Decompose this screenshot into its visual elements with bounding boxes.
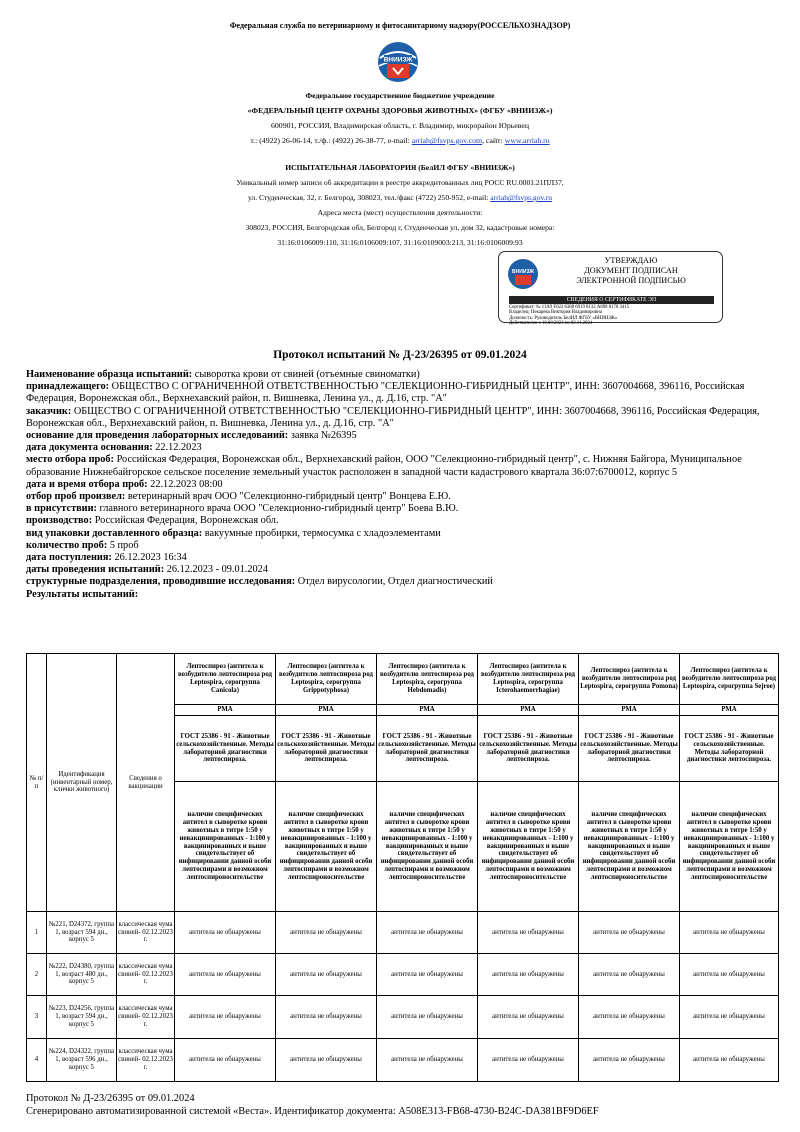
result-cell: антитела не обнаружены <box>579 954 680 996</box>
info-label: дата поступления: <box>26 552 112 564</box>
info-row <box>26 589 776 601</box>
stamp-valid: Действителен с 10.08.2023 по 02.11.2024 <box>509 320 593 326</box>
info-row <box>26 479 776 491</box>
row-num: 3 <box>27 996 47 1039</box>
method-cell: РМА <box>680 705 779 716</box>
lab-cadastral: 31:16:0106009:110, 31:16:0106009:107, 31:16:0109003:213, 31:16:0106009:93 <box>277 238 523 247</box>
info-value: 22.12.2023 08:00 <box>147 478 223 490</box>
info-row <box>26 540 776 552</box>
row-num: 1 <box>27 912 47 954</box>
stamp-signed: ДОКУМЕНТ ПОДПИСАН <box>584 266 678 275</box>
institution-contacts <box>0 133 800 148</box>
info-value: Российская Федерация, Воронежская обл. <box>92 515 279 527</box>
col-header-vaccination: Сведения о вакцинации <box>117 654 175 912</box>
info-row <box>26 503 776 515</box>
info-value: ветеринарный врач ООО "Селекционно-гибридный центр" Вонцева Е.Ю. <box>125 491 451 503</box>
result-cell: антитела не обнаружены <box>478 954 579 996</box>
info-label: вид упаковки доставленного образца: <box>26 527 203 539</box>
info-label: количество проб: <box>26 539 108 551</box>
institution-block <box>0 88 800 148</box>
result-cell: антитела не обнаружены <box>680 1039 779 1082</box>
info-row <box>26 576 776 588</box>
table-row <box>27 912 779 954</box>
standard-cell: ГОСТ 25386 - 91 - Животные сельскохозяйственные. Методы лабораторной диагностики лептоспироза. <box>175 716 276 782</box>
stamp-owner: Владелец: Пекарева Виктория Владимировна <box>509 310 602 316</box>
info-value: сыворотка крови от свиней (отъемные свиноматки) <box>192 369 420 380</box>
info-row <box>26 442 776 454</box>
logo-text: ВНИИЗЖ <box>383 56 413 64</box>
info-label: даты проведения испытаний: <box>26 564 165 576</box>
lab-address-text: ул. Студенческая, 32, г. Белгород, 308023, тел./факс (4722) 250-952, e-mail: <box>247 193 491 202</box>
info-value: Отдел вирусологии, Отдел диагностический <box>295 576 493 588</box>
info-value: Российская Федерация, Воронежская обл., Верхнехавский район, ООО "Селекционно-гибридный центр", с. Нижняя Байгора, Муниципальное образование Нижнебайгорское сельское поселение земельный участок расположен в западной части кадастрового квартала 36:07:6700012, корпус 5 <box>26 454 742 478</box>
info-label: место отбора проб: <box>26 454 114 466</box>
results-table <box>26 653 779 1082</box>
info-row <box>26 528 776 540</box>
standard-cell: ГОСТ 25386 - 91 - Животные сельскохозяйственные. Методы лабораторной диагностики лептоспироза. <box>478 716 579 782</box>
result-cell: антитела не обнаружены <box>276 912 377 954</box>
contacts-text: т.: (4922) 26-06-14, т./ф.: (4922) 26-38-77, e-mail: <box>250 136 412 145</box>
result-cell: антитела не обнаружены <box>478 996 579 1039</box>
info-value: 26.12.2023 16:34 <box>111 552 187 564</box>
info-label: дата документа основания: <box>26 442 153 454</box>
test-header: Лептоспироз (антитела к возбудителю лептоспироза род Leptospira, серогруппа Icterohaemorrhagiae) <box>478 654 579 705</box>
info-value: ОБЩЕСТВО С ОГРАНИЧЕННОЙ ОТВЕТСТВЕННОСТЬЮ "СЕЛЕКЦИОННО-ГИБРИДНЫЙ ЦЕНТР", ИНН: 3607004668, 396116, Российская Федерация, Воронежская обл., Верхнехавский район, п. Вишневка, Ленина ул., д. Д.16, стр. "А" <box>26 405 760 429</box>
table-row <box>27 1039 779 1082</box>
test-header: Лептоспироз (антитела к возбудителю лептоспироза род Leptospira, серогруппа Grippotyphosa) <box>276 654 377 705</box>
result-cell: антитела не обнаружены <box>276 996 377 1039</box>
result-cell: антитела не обнаружены <box>478 912 579 954</box>
info-value: 26.12.2023 - 09.01.2024 <box>164 564 268 576</box>
institution-address: 600901, РОССИЯ, Владимирская область, г. Владимир, микрорайон Юрьевец <box>271 121 529 130</box>
institution-email-link[interactable]: arriah@fsvps.gov.com <box>411 136 483 145</box>
test-header: Лептоспироз (антитела к возбудителю лептоспироза род Leptospira, серогруппа Hebdomadis) <box>377 654 478 705</box>
info-value: главного ветеринарного врача ООО "Селекционно-гибридный центр" Боева В.Ю. <box>96 503 459 515</box>
stamp-logo-text: ВНИИЗЖ <box>512 269 534 275</box>
row-num: 4 <box>27 1039 47 1082</box>
standard-cell: ГОСТ 25386 - 91 - Животные сельскохозяйственные. Методы лабораторной диагностики лептоспироза. <box>276 716 377 782</box>
stamp-cert-bar: СВЕДЕНИЯ О СЕРТИФИКАТЕ ЭП <box>509 296 714 304</box>
row-id: №224, D24322, группа 1, возраст 596 дн., корпус 5 <box>47 1039 117 1082</box>
info-row <box>26 491 776 503</box>
stamp-details <box>509 305 719 326</box>
lab-name: ИСПЫТАТЕЛЬНАЯ ЛАБОРАТОРИЯ (БелИЛ ФГБУ «ВНИИЗЖ») <box>285 163 515 172</box>
standard-cell: ГОСТ 25386 - 91 - Животные сельскохозяйственные. Методы лабораторной диагностики лептоспироза. <box>579 716 680 782</box>
info-row <box>26 430 776 442</box>
info-value: 22.12.2023 <box>152 442 202 454</box>
lab-activity-address: 308023, РОССИЯ, Белгородская обл, Белгород г, Студенческая ул, дом 32, кадастровые номера: <box>245 223 555 232</box>
info-row <box>26 564 776 576</box>
method-cell: РМА <box>175 705 276 716</box>
norm-cell: наличие специфических антител в сыворотке крови животных в титре 1:50 у невакцинированных - 1:100 у вакцинированных и выше свидетельствует об инфицировании данной особи лептоспирами и возможном лептоспироносительстве <box>175 782 276 912</box>
result-cell: антитела не обнаружены <box>377 912 478 954</box>
institution-name: «ФЕДЕРАЛЬНЫЙ ЦЕНТР ОХРАНЫ ЗДОРОВЬЯ ЖИВОТНЫХ» (ФГБУ «ВНИИЗЖ») <box>247 106 553 115</box>
result-cell: антитела не обнаружены <box>175 996 276 1039</box>
protocol-title: Протокол испытаний № Д-23/26395 от 09.01.2024 <box>273 349 527 361</box>
table-row <box>27 996 779 1039</box>
row-num: 2 <box>27 954 47 996</box>
agency-header: Федеральная служба по ветеринарному и фитосанитарному надзору(РОССЕЛЬХОЗНАДЗОР) <box>229 21 571 30</box>
vniizzh-logo <box>374 40 422 86</box>
row-vaccination: классическая чума свиней- 02.12.2023 г. <box>117 1039 175 1082</box>
info-label: принадлежащего: <box>26 381 110 393</box>
norm-cell: наличие специфических антител в сыворотке крови животных в титре 1:50 у невакцинированных - 1:100 у вакцинированных и выше свидетельствует об инфицировании данной особи лептоспирами и возможном лептоспироносительстве <box>579 782 680 912</box>
result-cell: антитела не обнаружены <box>579 1039 680 1082</box>
col-header-id: Идентификация (инвентарный номер, клички животного) <box>47 654 117 912</box>
test-header: Лептоспироз (антитела к возбудителю лептоспироза род Leptospira, серогруппа Pomona) <box>579 654 680 705</box>
lab-activity-heading: Адреса места (мест) осуществления деятельности: <box>317 208 483 217</box>
stamp-approve: УТВЕРЖДАЮ <box>604 256 658 265</box>
row-id: №221, D24372, группа 1, возраст 594 дн., корпус 5 <box>47 912 117 954</box>
info-row <box>26 515 776 527</box>
norm-cell: наличие специфических антител в сыворотке крови животных в титре 1:50 у невакцинированных - 1:100 у вакцинированных и выше свидетельствует об инфицировании данной особи лептоспирами и возможном лептоспироносительстве <box>377 782 478 912</box>
row-vaccination: классическая чума свиней- 02.12.2023 г. <box>117 954 175 996</box>
result-cell: антитела не обнаружены <box>680 954 779 996</box>
table-row <box>27 954 779 996</box>
result-cell: антитела не обнаружены <box>377 1039 478 1082</box>
result-cell: антитела не обнаружены <box>175 954 276 996</box>
result-cell: антитела не обнаружены <box>579 996 680 1039</box>
result-cell: антитела не обнаружены <box>377 954 478 996</box>
info-label: Наименование образца испытаний: <box>26 369 193 380</box>
info-value: ОБЩЕСТВО С ОГРАНИЧЕННОЙ ОТВЕТСТВЕННОСТЬЮ "СЕЛЕКЦИОННО-ГИБРИДНЫЙ ЦЕНТР", ИНН: 3607004668, 396116, Российская Федерация, Воронежская обл., Верхнехавский район, п. Вишневка, Ленина ул., д. Д.16, стр. "А" <box>26 381 745 405</box>
result-cell: антитела не обнаружены <box>680 996 779 1039</box>
result-cell: антитела не обнаружены <box>276 954 377 996</box>
info-value: вакуумные пробирки, термосумка с хладоэлементами <box>202 527 441 539</box>
test-header: Лептоспироз (антитела к возбудителю лептоспироза род Leptospira, серогруппа Sejroe) <box>680 654 779 705</box>
row-id: №222, D24380, группа 1, возраст 480 дн., корпус 5 <box>47 954 117 996</box>
method-cell: РМА <box>478 705 579 716</box>
lab-accreditation: Уникальный номер записи об аккредитации в реестре аккредитованных лиц РОСС RU.0001.21ПЛ37, <box>236 178 564 187</box>
lab-block <box>0 160 800 250</box>
info-label: основание для проведения лабораторных исследований: <box>26 430 289 442</box>
result-cell: антитела не обнаружены <box>680 912 779 954</box>
method-cell: РМА <box>276 705 377 716</box>
row-vaccination: классическая чума свиней- 02.12.2023 г. <box>117 912 175 954</box>
stamp-cert: Сертификат: № 11А9 F022 6388 6919 8132 А898 8178 3415 <box>509 305 630 310</box>
info-label: структурные подразделения, проводившие исследования: <box>26 576 296 588</box>
info-row <box>26 369 776 381</box>
result-cell: антитела не обнаружены <box>175 1039 276 1082</box>
result-cell: антитела не обнаружены <box>478 1039 579 1082</box>
stamp-logo <box>505 257 541 291</box>
site-label: , сайт: <box>482 136 505 145</box>
info-label: отбор проб произвел: <box>26 491 126 503</box>
standard-cell: ГОСТ 25386 - 91 - Животные сельскохозяйственные. Методы лабораторной диагностики лептоспироза. <box>680 716 779 782</box>
method-cell: РМА <box>377 705 478 716</box>
info-label: производство: <box>26 515 93 527</box>
result-cell: антитела не обнаружены <box>579 912 680 954</box>
row-vaccination: классическая чума свиней- 02.12.2023 г. <box>117 996 175 1039</box>
row-id: №223, D24256, группа 1, возраст 594 дн., корпус 5 <box>47 996 117 1039</box>
footer-generated: Сгенерировано автоматизированной системой «Веста». Идентификатор документа: A508E313-FB68-4730-B24C-DA381BF9D6EF <box>26 1105 599 1117</box>
info-label: дата и время отбора проб: <box>26 478 148 490</box>
info-label: заказчик: <box>26 405 72 417</box>
institution-type: Федеральное государственное бюджетное учреждение <box>305 91 495 100</box>
result-cell: антитела не обнаружены <box>276 1039 377 1082</box>
page-footer <box>26 1093 599 1118</box>
test-header: Лептоспироз (антитела к возбудителю лептоспироза род Leptospira, серогруппа Canicola) <box>175 654 276 705</box>
lab-address <box>0 190 800 205</box>
info-label: Результаты испытаний: <box>26 588 139 600</box>
stamp-esign: ЭЛЕКТРОННОЙ ПОДПИСЬЮ <box>576 276 686 285</box>
institution-site-link[interactable]: www.arriah.ru <box>504 136 550 145</box>
result-cell: антитела не обнаружены <box>175 912 276 954</box>
method-cell: РМА <box>579 705 680 716</box>
sample-info <box>26 369 776 601</box>
standard-cell: ГОСТ 25386 - 91 - Животные сельскохозяйственные. Методы лабораторной диагностики лептоспироза. <box>377 716 478 782</box>
norm-cell: наличие специфических антител в сыворотке крови животных в титре 1:50 у невакцинированных - 1:100 у вакцинированных и выше свидетельствует об инфицировании данной особи лептоспирами и возможном лептоспироносительстве <box>276 782 377 912</box>
col-header-num: № п/п <box>27 654 47 912</box>
lab-email-link[interactable]: arriah@fsvps.gov.ru <box>490 193 553 202</box>
info-row <box>26 552 776 564</box>
e-signature-stamp <box>498 251 723 326</box>
norm-cell: наличие специфических антител в сыворотке крови животных в титре 1:50 у невакцинированных - 1:100 у вакцинированных и выше свидетельствует об инфицировании данной особи лептоспирами и возможном лептоспироносительстве <box>680 782 779 912</box>
info-value: 5 проб <box>107 539 139 551</box>
footer-protocol: Протокол № Д-23/26395 от 09.01.2024 <box>26 1093 195 1104</box>
info-value: заявка №26395 <box>288 430 357 442</box>
result-cell: антитела не обнаружены <box>377 996 478 1039</box>
stamp-position: Должность: Руководитель БелИЛ ФГБУ «ВНИИЗЖ» <box>509 315 618 321</box>
info-row <box>26 454 776 478</box>
info-row <box>26 381 776 405</box>
stamp-heading <box>543 256 719 286</box>
info-row <box>26 406 776 430</box>
norm-cell: наличие специфических антител в сыворотке крови животных в титре 1:50 у невакцинированных - 1:100 у вакцинированных и выше свидетельствует об инфицировании данной особи лептоспирами и возможном лептоспироносительстве <box>478 782 579 912</box>
info-label: в присутствии: <box>26 503 97 515</box>
